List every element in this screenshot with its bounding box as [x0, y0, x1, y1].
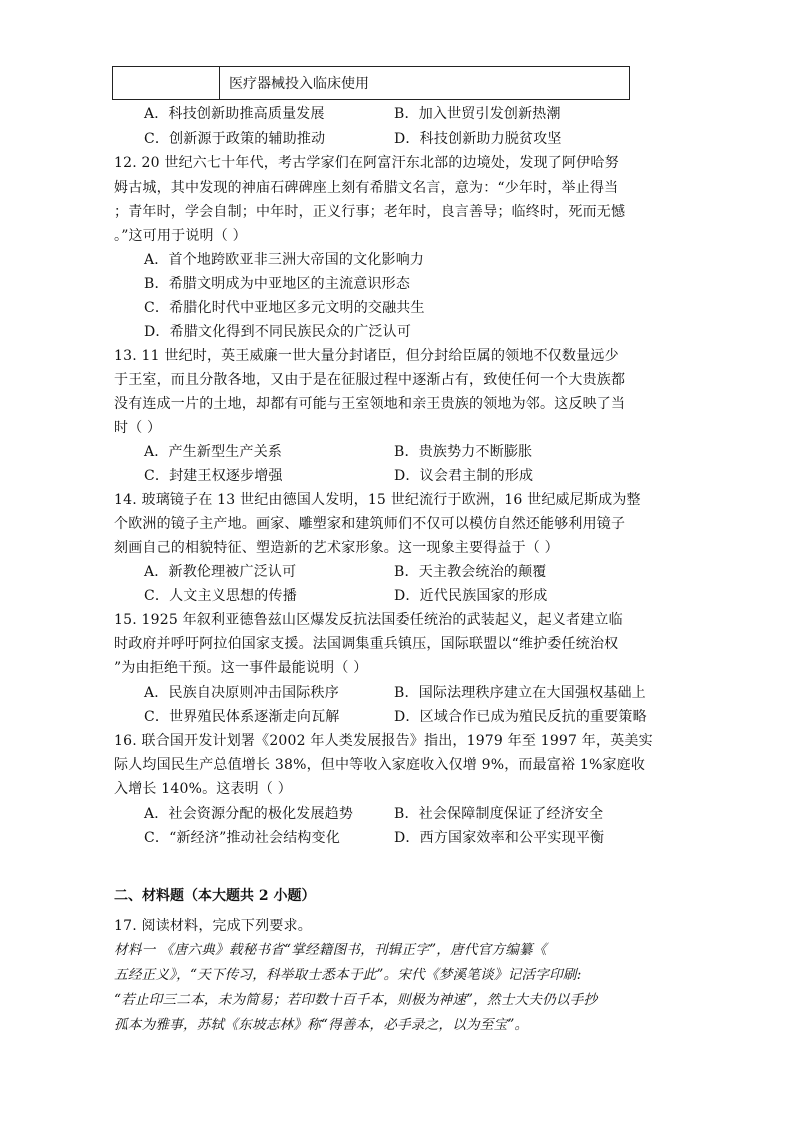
q13-option-b: B．贵族势力不断膨胀: [394, 444, 533, 460]
q14-stem-line: 14. 玻璃镜子在 13 世纪由德国人发明，15 世纪流行于欧洲，16 世纪威尼斯成为整: [114, 492, 641, 508]
q16-option-c: C．“新经济”推动社会结构变化: [144, 830, 341, 846]
q15-option-b: B．国际法理秩序建立在大国强权基础上: [394, 685, 646, 701]
q15-stem-line: ”为由拒绝干预。这一事件最能说明（ ）: [114, 660, 368, 676]
table-row: [112, 66, 630, 100]
q15-stem-line: 时政府并呼吁阿拉伯国家支援。法国调集重兵镇压，国际联盟以“维护委任统治权: [114, 636, 619, 652]
q13-stem-line: 13. 11 世纪时，英王威廉一世大量分封诸臣，但分封给臣属的领地不仅数量远少: [114, 348, 619, 364]
q12-option-c: C．希腊化时代中亚地区多元文明的交融共生: [144, 300, 425, 316]
q11-option-c: C．创新源于政策的辅助推动: [144, 131, 326, 147]
q15-stem-line: 15. 1925 年叙利亚德鲁兹山区爆发反抗法国委任统治的武装起义，起义者建立临: [114, 612, 623, 628]
q14-option-d: D．近代民族国家的形成: [394, 588, 548, 604]
q17-intro: 17. 阅读材料，完成下列要求。: [114, 918, 312, 934]
section-heading: 二、材料题（本大题共 2 小题）: [114, 888, 316, 904]
q16-stem-line: 16. 联合国开发计划署《2002 年人类发展报告》指出，1979 年至 1997 年，英美实: [114, 733, 653, 749]
q17-material-line: 材料一 《唐六典》载秘书省“掌经籍图书，刊辑正字”，唐代官方编纂《: [114, 942, 547, 958]
q13-stem-line: 于王室，而且分散各地，又由于是在征服过程中逐渐占有，致使任何一个大贵族都: [114, 372, 626, 388]
q15-option-a: A．民族自决原则冲击国际秩序: [144, 685, 339, 701]
q14-stem-line: 个欧洲的镜子主产地。画家、雕塑家和建筑师们不仅可以模仿自然还能够利用镜子: [114, 516, 626, 532]
q15-option-d: D．区域合作已成为殖民反抗的重要策略: [394, 709, 647, 725]
q16-option-d: D．西方国家效率和公平实现平衡: [394, 830, 605, 846]
q12-option-a: A．首个地跨欧亚非三洲大帝国的文化影响力: [144, 252, 425, 268]
q17-material-line: “若止印三二本，未为简易；若印数十百千本，则极为神速”，然士大夫仍以手抄: [114, 992, 598, 1008]
q15-option-c: C．世界殖民体系逐渐走向瓦解: [144, 709, 340, 725]
q11-option-a: A．科技创新助推高质量发展: [144, 106, 325, 122]
q17-material-line: 孤本为雅事，苏轼《东坡志林》称“得善本，必手录之，以为至宝”。: [114, 1017, 529, 1033]
q13-option-a: A．产生新型生产关系: [144, 444, 283, 460]
q12-stem-line: 。”这可用于说明（ ）: [114, 228, 247, 244]
table-divider: [219, 67, 220, 99]
q12-stem-line: ；青年时，学会自制；中年时，正义行事；老年时，良言善导；临终时，死而无憾: [114, 204, 626, 220]
q14-stem-line: 刻画自己的相貌特征、塑造新的艺术家形象。这一现象主要得益于（ ）: [114, 540, 559, 556]
q13-option-d: D．议会君主制的形成: [394, 468, 534, 484]
q12-option-b: B．希腊文明成为中亚地区的主流意识形态: [144, 276, 411, 292]
q16-stem-line: 际人均国民生产总值增长 38%，但中等收入家庭收入仅增 9%，而最富裕 1%家庭收: [114, 757, 646, 773]
q14-option-b: B．天主教会统治的颠覆: [394, 564, 547, 580]
q17-material-line: 五经正义》，“天下传习，科举取士悉本于此”。宋代《梦溪笔谈》记活字印刷:: [114, 967, 582, 983]
q12-stem-line: 姆古城，其中发现的神庙石碑碑座上刻有希腊文名言，意为：“少年时，举止得当: [114, 180, 619, 196]
q13-stem-line: 时（ ）: [114, 420, 162, 436]
q11-option-d: D．科技创新助力脱贫攻坚: [394, 131, 562, 147]
q16-stem-line: 入增长 140%。这表明（ ）: [114, 781, 292, 797]
q14-option-c: C．人文主义思想的传播: [144, 588, 297, 604]
q14-option-a: A．新教伦理被广泛认可: [144, 564, 297, 580]
table-cell-text: 医疗器械投入临床使用: [229, 76, 369, 92]
q13-stem-line: 没有连成一片的土地，却都有可能与王室领地和亲王贵族的领地为邻。这反映了当: [114, 396, 626, 412]
q16-option-b: B．社会保障制度保证了经济安全: [394, 806, 604, 822]
q13-option-c: C．封建王权逐步增强: [144, 468, 283, 484]
q11-option-b: B．加入世贸引发创新热潮: [394, 106, 561, 122]
q12-option-d: D．希腊文化得到不同民族民众的广泛认可: [144, 324, 412, 340]
q12-stem-line: 12. 20 世纪六七十年代，考古学家们在阿富汗东北部的边境处，发现了阿伊哈努: [114, 155, 619, 171]
q16-option-a: A．社会资源分配的极化发展趋势: [144, 806, 354, 822]
